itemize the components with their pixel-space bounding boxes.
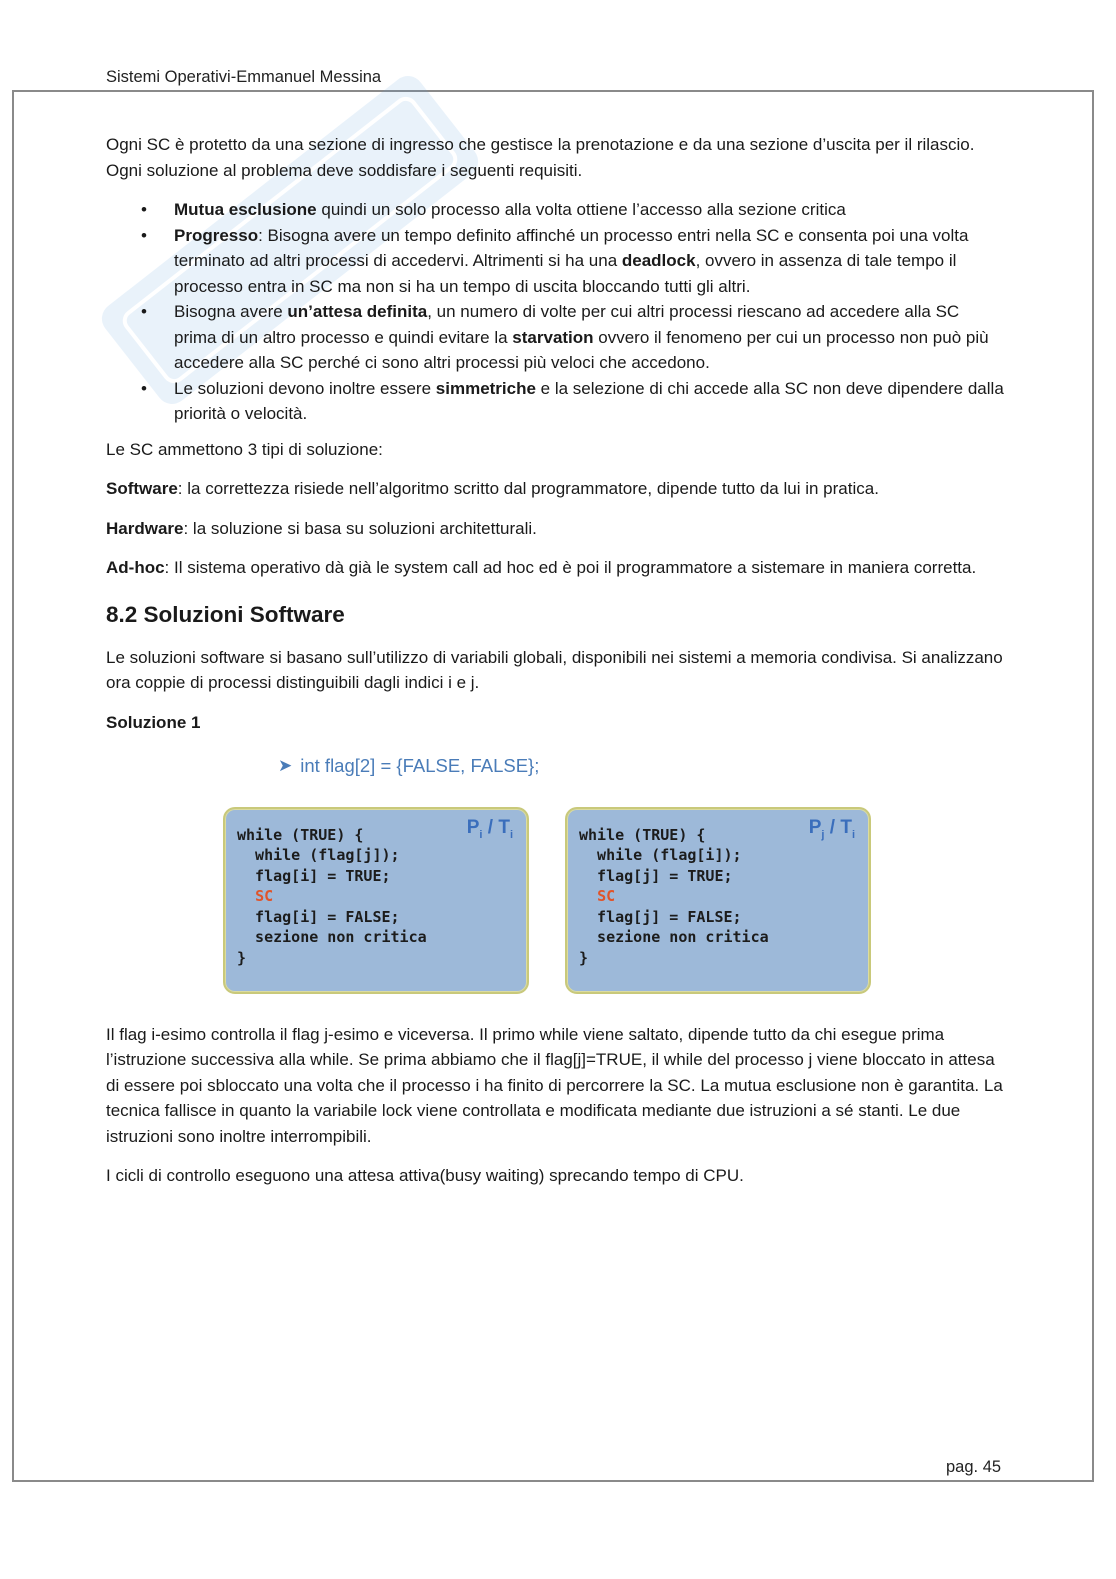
arrow-bullet-icon: ➤ xyxy=(278,756,293,775)
process-tag: $P_j / T_i$ xyxy=(808,816,855,841)
closing-paragraph-2: I cicli di controllo eseguono una attesa attiva(busy waiting) sprecando tempo di CPU. xyxy=(106,1166,744,1185)
page-number: pag. 45 xyxy=(946,1458,1002,1476)
main-content xyxy=(106,132,1006,1203)
list-item: • Mutua esclusione quindi un solo processo alla volta ottiene l’accesso alla sezione critica xyxy=(174,197,1006,223)
closing-paragraph: Il flag i-esimo controlla il flag j-esimo e viceversa. Il primo while viene saltato, dipende tutto da chi esegue prima l’istruzione successiva alla while. Se prima abbiamo che il flag[j]=TRUE, il while del processo j viene bloccato in attesa di essere poi sbloccato una volta che il processo i ha finito di percorrere la SC. La mutua esclusione non è garantita. La tecnica fallisce in quanto la variabile lock viene controllata e modificata mediante due istruzioni a sé stanti. Le due istruzioni sono inoltre interrompibili. xyxy=(106,1024,1003,1146)
list-item: • Le soluzioni devono inoltre essere simmetriche e la selezione di chi accede alla SC non deve dipendere dalla priorità o velocità. xyxy=(174,376,1006,427)
type-adhoc: Ad-hoc: Il sistema operativo dà già le system call ad hoc ed è poi il programmatore a sistemare in maniera corretta. xyxy=(106,558,977,577)
code-listing: while (TRUE) { while (flag[j]); flag[i] = TRUE; SC flag[i] = FALSE; sezione non critica } xyxy=(237,825,427,968)
code-box-process-i xyxy=(223,807,529,994)
section-intro: Le soluzioni software si basano sull’utilizzo di variabili globali, disponibili nei sistemi a memoria condivisa. Si analizzano ora coppie di processi distinguibili dagli indici i e j. xyxy=(106,647,1003,692)
code-box-process-j xyxy=(565,807,871,994)
flag-declaration-text: int flag[2] = {FALSE, FALSE}; xyxy=(300,755,540,776)
list-item: • Bisogna avere un’attesa definita, un numero di volte per cui altri processi riescano ad accedere alla SC prima di un altro processo e quindi evitare la starvation ovvero il fenomeno per cui un processo non può più accedere alla SC perché ci sono altri processi più veloci che accedono. xyxy=(174,299,1006,376)
flag-declaration xyxy=(278,753,1006,779)
type-hardware: Hardware: la soluzione si basa su soluzioni architetturali. xyxy=(106,518,537,538)
process-tag: $P_i / T_i$ xyxy=(466,816,513,841)
list-item: • Progresso: Bisogna avere un tempo definito affinché un processo entri nella SC e consenta poi una volta terminato ad altri processi di accedervi. Altrimenti si ha una deadlock, ovvero in assenza di tale tempo il processo entra in SC ma non si ha un tempo di uscita bloccando tutti gli altri. xyxy=(174,223,1006,300)
code-boxes xyxy=(223,807,1006,994)
type-software: Software: la correttezza risiede nell’algoritmo scritto dal programmatore, dipende tutto da lui in pratica. xyxy=(106,479,879,498)
critical-section-label: SC xyxy=(255,887,274,906)
intro-paragraph: Ogni SC è protetto da una sezione di ingresso che gestisce la prenotazione e da una sezione d’uscita per il rilascio. Ogni soluzione al problema deve soddisfare i seguenti requisiti. xyxy=(106,135,975,180)
code-listing: while (TRUE) { while (flag[i]); flag[j] = TRUE; SC flag[j] = FALSE; sezione non critica } xyxy=(579,825,769,968)
types-intro: Le SC ammettono 3 tipi di soluzione: xyxy=(106,439,383,459)
critical-section-label: SC xyxy=(597,887,616,906)
running-header: Sistemi Operativi-Emmanuel Messina xyxy=(106,68,382,86)
requirements-list xyxy=(106,197,1006,427)
solution-label: Soluzione 1 xyxy=(106,712,201,732)
section-title: 8.2 Soluzioni Software xyxy=(106,601,345,627)
